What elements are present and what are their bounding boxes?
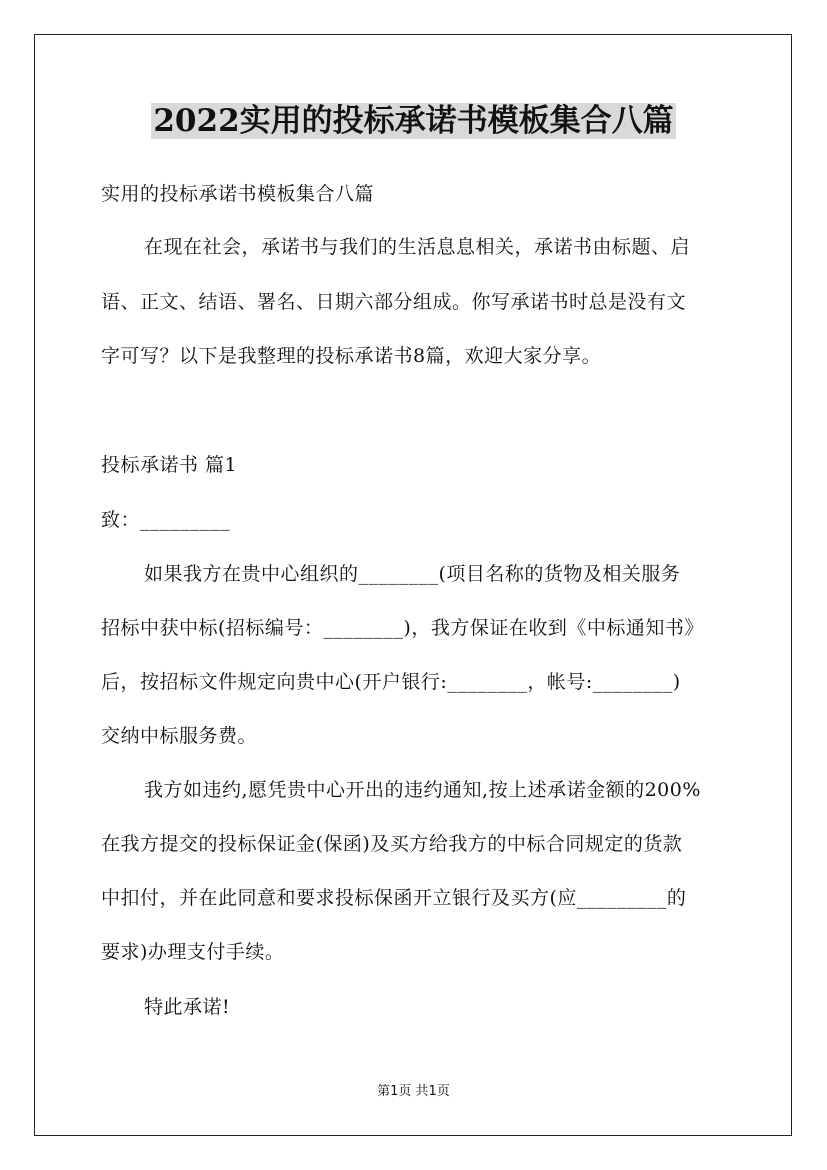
paragraph-line: 交纳中标服务费。	[101, 725, 258, 747]
addressee-line: 致：_________	[101, 509, 231, 531]
subtitle-line: 实用的投标承诺书模板集合八篇	[101, 183, 375, 205]
closing-line: 特此承诺!	[144, 996, 231, 1018]
paragraph-line: 语、正文、结语、署名、日期六部分组成。你写承诺书时总是没有文	[101, 291, 687, 313]
paragraph-line: 如果我方在贵中心组织的________(项目名称的货物及相关服务	[144, 563, 681, 585]
document-title-text: 2022实用的投标承诺书模板集合八篇	[153, 103, 674, 139]
section-heading: 投标承诺书 篇1	[101, 454, 238, 476]
paragraph-line: 要求)办理支付手续。	[101, 941, 285, 963]
paragraph-line: 后，按招标文件规定向贵中心(开户银行:________，帐号:________)	[101, 671, 681, 693]
page-footer	[0, 1083, 827, 1101]
paragraph-line: 招标中获中标(招标编号：________)，我方保证在收到《中标通知书》	[101, 617, 704, 639]
paragraph-line: 在我方提交的投标保证金(保函)及买方给我方的中标合同规定的货款	[101, 833, 683, 855]
page-number: 第1页 共1页	[377, 1084, 450, 1099]
paragraph-line: 我方如违约,愿凭贵中心开出的违约通知,按上述承诺金额的200%	[144, 779, 701, 801]
paragraph-line: 字可写？以下是我整理的投标承诺书8篇，欢迎大家分享。	[101, 345, 602, 367]
paragraph-line: 中扣付，并在此同意和要求投标保函开立银行及买方(应_________的	[101, 887, 687, 909]
paragraph-line: 在现在社会，承诺书与我们的生活息息相关，承诺书由标题、启	[144, 236, 691, 258]
document-title	[0, 99, 827, 143]
